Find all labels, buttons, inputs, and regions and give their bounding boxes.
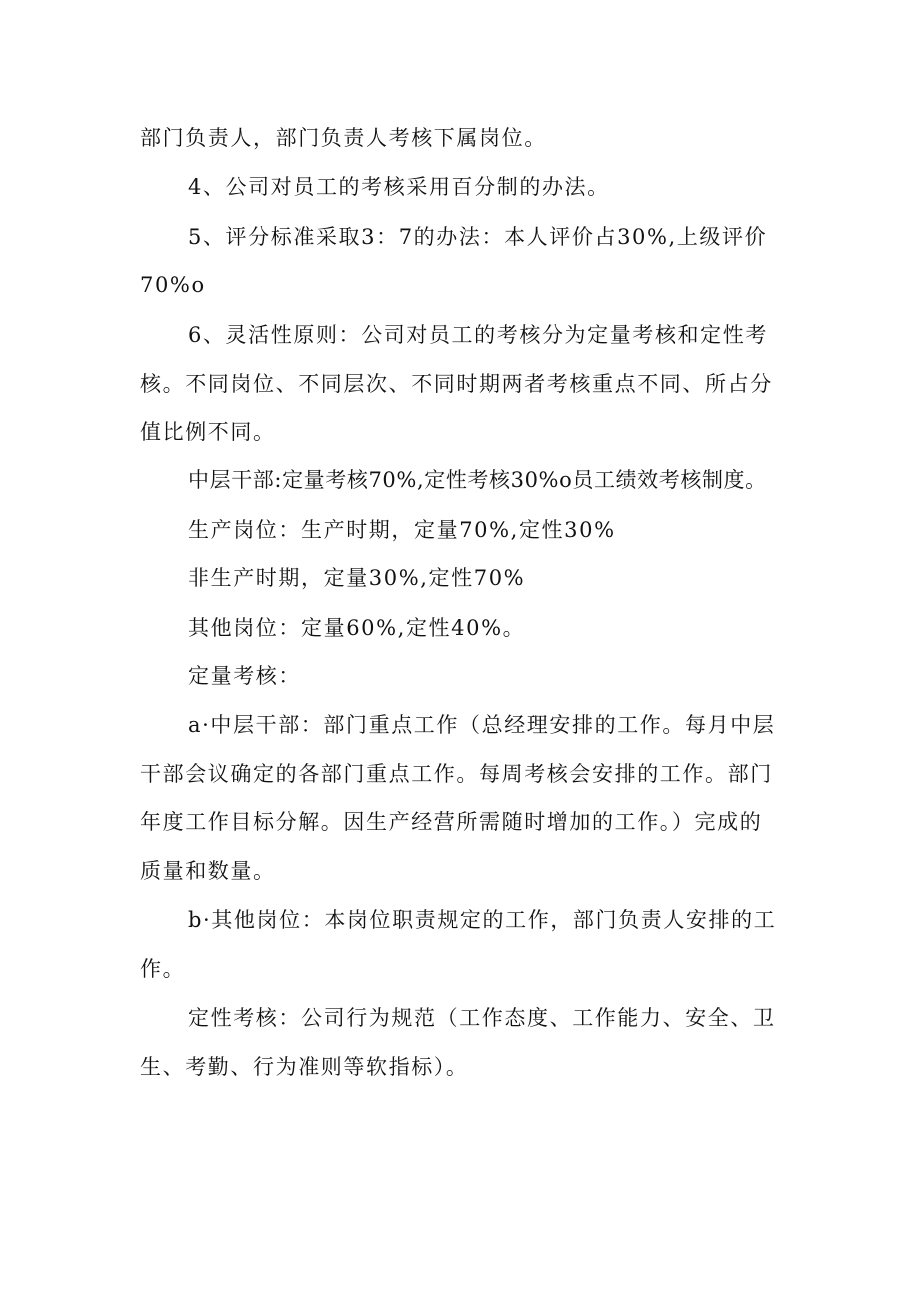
text-line: 其他岗位：定量60%,定性40%。 <box>188 616 526 640</box>
text-line: 质量和数量。 <box>140 859 276 883</box>
text-line: 生产岗位：生产时期，定量70%,定性30% <box>188 518 616 542</box>
text-line: 4、公司对员工的考核采用百分制的办法。 <box>188 175 610 199</box>
text-line: a·中层干部：部门重点工作（总经理安排的工作。每月中层 <box>188 713 776 737</box>
text-line: 生、考勤、行为准则等软指标）。 <box>140 1055 469 1079</box>
text-line: 部门负责人，部门负责人考核下属岗位。 <box>140 126 547 150</box>
text-line: 70%o <box>140 273 206 297</box>
text-line: 定量考核： <box>188 664 301 688</box>
text-line: 作。 <box>140 957 186 981</box>
text-line: 中层干部:定量考核70%,定性考核30%o员工绩效考核制度。 <box>188 468 767 492</box>
text-line: 干部会议确定的各部门重点工作。每周考核会安排的工作。部门 <box>140 762 773 786</box>
text-line: 非生产时期，定量30%,定性70% <box>188 566 526 590</box>
text-line: 定性考核：公司行为规范（工作态度、工作能力、安全、卫 <box>188 1006 776 1030</box>
text-line: 值比例不同。 <box>140 420 276 444</box>
text-line: b·其他岗位：本岗位职责规定的工作，部门负责人安排的工 <box>188 908 777 932</box>
text-line: 5、评分标准采取3：7的办法：本人评价占30%,上级评价 <box>188 225 768 249</box>
text-line: 年度工作目标分解。因生产经营所需随时增加的工作。）完成的 <box>140 810 763 834</box>
text-line: 6、灵活性原则：公司对员工的考核分为定量考核和定性考 <box>188 323 768 347</box>
text-line: 核。不同岗位、不同层次、不同时期两者考核重点不同、所占分 <box>140 372 773 396</box>
